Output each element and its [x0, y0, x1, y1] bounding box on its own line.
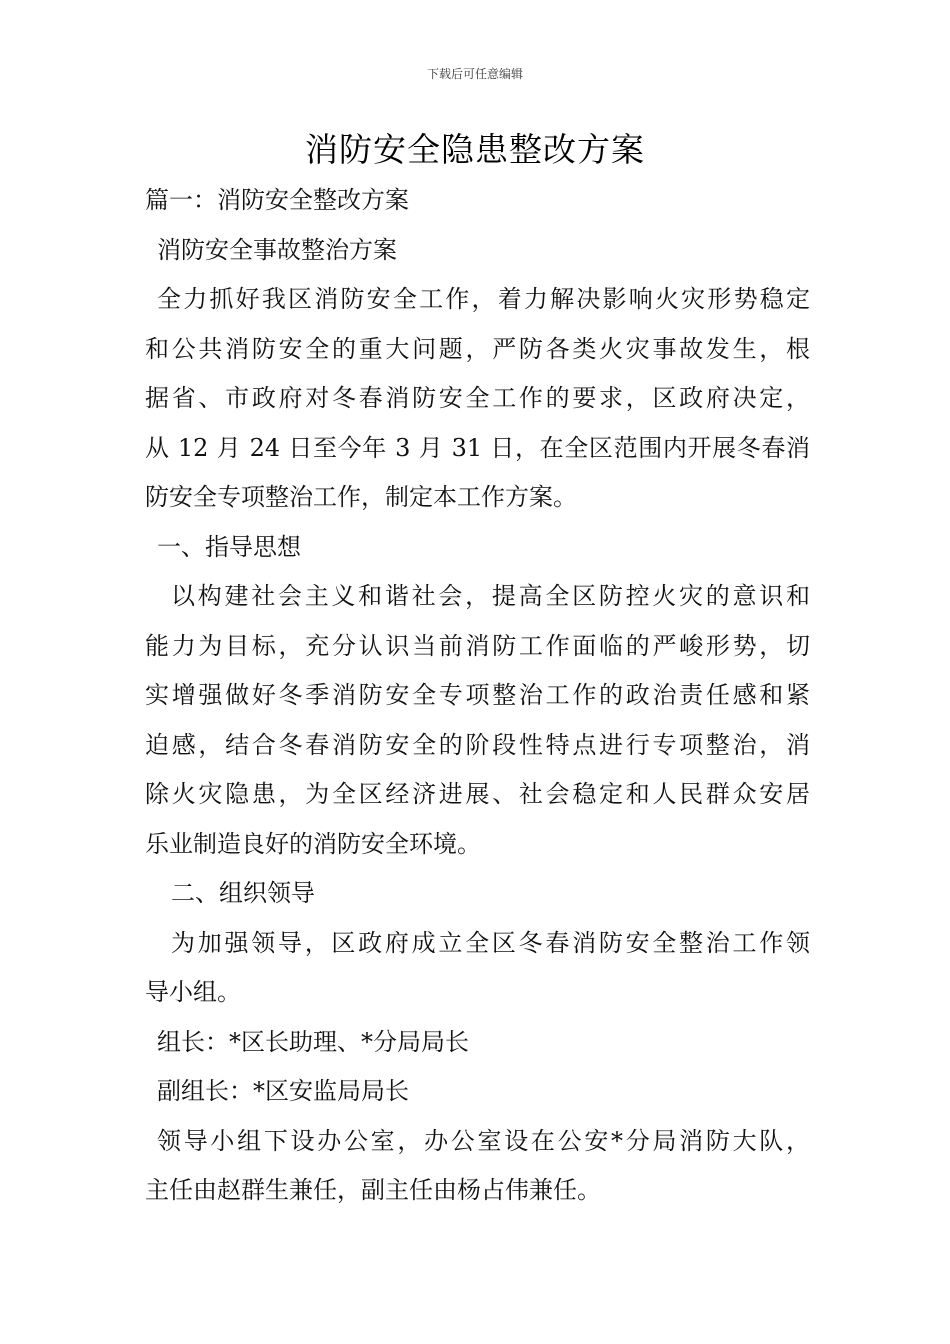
header-note: 下载后可任意编辑 [426, 67, 523, 81]
paragraph-line: 从 12 月 24 日至今年 3 月 31 日，在全区范围内开展冬春消 [145, 433, 810, 462]
paragraph-line: 能力为目标，充分认识当前消防工作面临的严峻形势，切 [145, 631, 810, 660]
paragraph-line: 为加强领导，区政府成立全区冬春消防安全整治工作领 [171, 928, 810, 957]
section-heading-guiding-ideology: 一、指导思想 [157, 532, 301, 561]
group-leader-line: 组长：*区长助理、*分局局长 [157, 1027, 469, 1056]
document-title: 消防安全隐患整改方案 [305, 130, 645, 169]
deputy-leader-line: 副组长：*区安监局局长 [157, 1077, 409, 1105]
section-heading-part-one: 篇一：消防安全整改方案 [145, 186, 409, 214]
paragraph-line: 领导小组下设办公室，办公室设在公安*分局消防大队， [157, 1126, 810, 1155]
paragraph-line: 实增强做好冬季消防安全专项整治工作的政治责任感和紧 [145, 681, 810, 709]
paragraph-line: 据省、市政府对冬春消防安全工作的要求，区政府决定， [145, 384, 810, 412]
paragraph-line: 全力抓好我区消防安全工作，着力解决影响火灾形势稳定 [157, 285, 810, 313]
paragraph-line: 乐业制造良好的消防安全环境。 [145, 829, 481, 858]
paragraph-line: 以构建社会主义和谐社会，提高全区防控火灾的意识和 [171, 582, 810, 610]
paragraph-line: 主任由赵群生兼任，副主任由杨占伟兼任。 [145, 1176, 601, 1204]
subheading-plan: 消防安全事故整治方案 [157, 235, 397, 264]
paragraph-line: 迫感，结合冬春消防安全的阶段性特点进行专项整治，消 [145, 730, 810, 759]
paragraph-line: 防安全专项整治工作，制定本工作方案。 [145, 483, 577, 511]
paragraph-line: 导小组。 [145, 978, 241, 1006]
section-heading-organization: 二、组织领导 [171, 879, 315, 907]
document-body [145, 176, 810, 1216]
paragraph-line: 除火灾隐患，为全区经济进展、社会稳定和人民群众安居 [145, 780, 810, 808]
paragraph-line: 和公共消防安全的重大问题，严防各类火灾事故发生，根 [145, 334, 810, 363]
